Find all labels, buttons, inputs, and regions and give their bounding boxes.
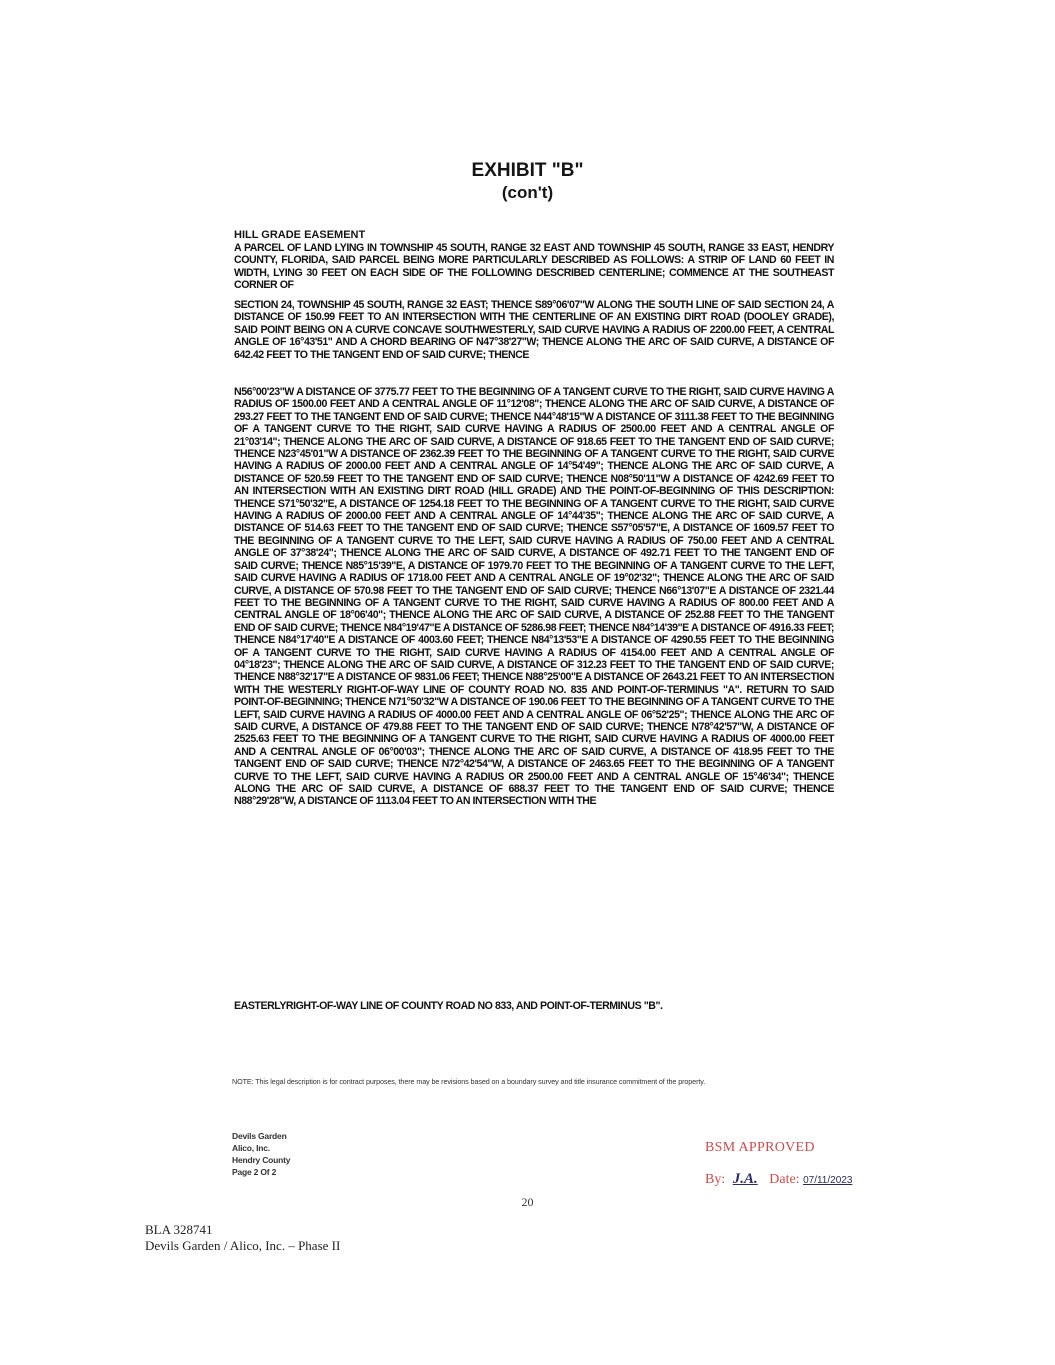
legal-paragraph-4: EASTERLYRIGHT-OF-WAY LINE OF COUNTY ROAD NO 833, AND POINT-OF-TERMINUS "B". — [234, 1000, 663, 1012]
footer-page: Page 2 Of 2 — [232, 1167, 277, 1177]
legal-paragraph-3: N56°00'23"W A DISTANCE OF 3775.77 FEET TO THE BEGINNING OF A TANGENT CURVE TO THE RIGHT, SAID CURVE HAVING A RADIUS OF 1500.00 FEET AND A CENTRAL ANGLE OF 11°12'08"; THENCE ALONG THE ARC OF SAID CURVE, A DISTANCE OF 293.27 FEET TO THE TANGENT END OF SAID CURVE; THENCE N44°48'15"W A DISTANCE OF 3111.38 FEET TO THE BEGINNING OF A TANGENT CURVE TO THE RIGHT, SAID CURVE HAVING A RADIUS OF 2500.00 FEET AND A CENTRAL ANGLE OF 21°03'14"; THENCE ALONG THE ARC OF SAID CURVE, A DISTANCE OF 918.65 FEET TO THE TANGENT END OF SAID CURVE; THENCE N23°45'01"W A DISTANCE OF 2362.39 FEET TO THE BEGINNING OF A TANGENT CURVE TO THE RIGHT, SAID CURVE HAVING A RADIUS OF 2000.00 FEET AND A CENTRAL ANGLE OF 14°54'49"; THENCE ALONG THE ARC OF SAID CURVE, A DISTANCE OF 520.59 FEET TO THE TANGENT END OF SAID CURVE; THENCE N08°50'11"W A DISTANCE OF 4242.69 FEET TO AN INTERSECTION WITH AN EXISTING DIRT ROAD (HILL GRADE) AND THE POINT-OF-BEGINNING OF THIS DESCRIPTION: THENCE S71°50'32"E, A DISTANCE OF 1254.18 FEET TO THE BEGINNING OF A TANGENT CURVE TO THE RIGHT, SAID CURVE HAVING A RADIUS OF 2000.00 FEET AND A CENTRAL ANGLE OF 14°44'35"; THENCE ALONG THE ARC OF SAID CURVE, A DISTANCE OF 514.63 FEET TO THE TANGENT END OF SAID CURVE; THENCE S57°05'57"E, A DISTANCE OF 1609.57 FEET TO THE BEGINNING OF A TANGENT CURVE TO THE LEFT, SAID CURVE HAVING A RADIUS OF 750.00 FEET AND A CENTRAL ANGLE OF 37°38'24"; THENCE ALONG THE ARC OF SAID CURVE, A DISTANCE OF 492.71 FEET TO THE TANGENT END OF SAID CURVE; THENCE N85°15'39"E, A DISTANCE OF 1979.70 FEET TO THE BEGINNING OF A TANGENT CURVE TO THE LEFT, SAID CURVE HAVING A RADIUS OF 1718.00 FEET AND A CENTRAL ANGLE OF 19°02'32"; THENCE ALONG THE ARC OF SAID CURVE, A DISTANCE OF 570.98 FEET TO THE TANGENT END OF SAID CURVE; THENCE N66°13'07"E A DISTANCE OF 2321.44 FEET TO THE BEGINNING OF A TANGENT CURVE TO THE RIGHT, SAID CURVE HAVING A RADIUS OF 800.00 FEET AND A CENTRAL ANGLE OF 18°06'40"; THENCE ALONG THE ARC OF SAID CURVE, A DISTANCE OF 252.88 FEET TO THE TANGENT END OF SAID CURVE; THENCE N84°19'47"E A DISTANCE OF 5286.98 FEET; THENCE N84°14'39"E A DISTANCE OF 4916.33 FEET; THENCE N84°17'40"E A DISTANCE OF 4003.60 FEET; THENCE N84°13'53"E A DISTANCE OF 4290.55 FEET TO THE BEGINNING OF A TANGENT CURVE TO THE RIGHT, SAID CURVE HAVING A RADIUS OF 4154.00 FEET AND A CENTRAL ANGLE OF 04°18'23"; THENCE ALONG THE ARC OF SAID CURVE, A DISTANCE OF 312.23 FEET TO THE TANGENT END OF SAID CURVE; THENCE N88°32'17"E A DISTANCE OF 9831.06 FEET; THENCE N88°25'00"E A DISTANCE OF 2643.21 FEET TO AN INTERSECTION WITH THE WESTERLY RIGHT-OF-WAY LINE OF COUNTY ROAD NO. 835 AND POINT-OF-TERMINUS "A". RETURN TO SAID POINT-OF-BEGINNING; THENCE N71°50'32"W A DISTANCE OF 190.06 FEET TO THE BEGINNING OF A TANGENT CURVE TO THE LEFT, SAID CURVE HAVING A RADIUS OF 4000.00 FEET AND A CENTRAL ANGLE OF 06°52'25"; THENCE ALONG THE ARC OF SAID CURVE, A DISTANCE OF 479.88 FEET TO THE TANGENT END OF SAID CURVE; THENCE N78°42'57"W, A DISTANCE OF 2525.63 FEET TO THE BEGINNING OF A TANGENT CURVE TO THE RIGHT, SAID CURVE HAVING A RADIUS OF 4000.00 FEET AND A CENTRAL ANGLE OF 06°00'03"; THENCE ALONG THE ARC OF SAID CURVE, A DISTANCE OF 418.95 FEET TO THE TANGENT END OF SAID CURVE; THENCE N72°42'54"W, A DISTANCE OF 2463.65 FEET TO THE BEGINNING OF A TANGENT CURVE TO THE LEFT, SAID CURVE HAVING A RADIUS OR 2500.00 FEET AND A CENTRAL ANGLE OF 15°46'34"; THENCE ALONG THE ARC OF SAID CURVE, A DISTANCE OF 688.37 FEET TO THE TANGENT END OF SAID CURVE; THENCE N88°29'28"W, A DISTANCE OF 1113.04 FEET TO AN INTERSECTION WITH THE — [234, 386, 834, 808]
legal-paragraph-2: SECTION 24, TOWNSHIP 45 SOUTH, RANGE 32 EAST; THENCE S89°06'07"W ALONG THE SOUTH LINE OF SAID SECTION 24, A DISTANCE OF 150.99 FEET TO AN INTERSECTION WITH THE CENTERLINE OF AN EXISTING DIRT ROAD (DOOLEY GRADE), SAID POINT BEING ON A CURVE CONCAVE SOUTHWESTERLY, SAID CURVE HAVING A RADIUS OF 2200.00 FEET, A CENTRAL ANGLE OF 16°43'51" AND A CHORD BEARING OF N47°38'27"W; THENCE ALONG THE ARC OF SAID CURVE, A DISTANCE OF 642.42 FEET TO THE TANGENT END OF SAID CURVE; THENCE — [234, 299, 834, 361]
date-label: Date: — [769, 1172, 800, 1187]
easement-heading: HILL GRADE EASEMENT — [234, 229, 366, 241]
approver-initials: J.A. — [732, 1171, 758, 1187]
page-number: 20 — [521, 1195, 534, 1209]
exhibit-title: EXHIBIT "B" — [471, 160, 584, 181]
bsm-approval-line — [705, 1171, 852, 1188]
footer-project: Devils Garden — [232, 1131, 287, 1141]
by-label: By: — [705, 1172, 726, 1187]
footer-county: Hendry County — [232, 1155, 291, 1165]
footer-left-block — [232, 1130, 290, 1178]
exhibit-subtitle: (con't) — [501, 183, 554, 202]
footer-company: Alico, Inc. — [232, 1143, 270, 1153]
legal-paragraph-1: A PARCEL OF LAND LYING IN TOWNSHIP 45 SOUTH, RANGE 32 EAST AND TOWNSHIP 45 SOUTH, RANGE 33 EAST, HENDRY COUNTY, FLORIDA, SAID PARCEL BEING MORE PARTICULARLY DESCRIBED AS FOLLOWS: A STRIP OF LAND 60 FEET IN WIDTH, LYING 30 FEET ON EACH SIDE OF THE FOLLOWING DESCRIBED CENTERLINE; COMMENCE AT THE SOUTHEAST CORNER OF — [234, 242, 834, 292]
document-id-block — [145, 1222, 340, 1254]
contract-note: NOTE: This legal description is for contract purposes, there may be revisions based on a boundary survey and title insurance commitment of the property. — [232, 1077, 706, 1086]
bsm-approved-stamp: BSM APPROVED — [705, 1140, 815, 1155]
approval-date: 07/11/2023 — [803, 1175, 853, 1186]
document-id: BLA 328741 — [145, 1222, 213, 1237]
document-project: Devils Garden / Alico, Inc. – Phase II — [145, 1238, 341, 1253]
